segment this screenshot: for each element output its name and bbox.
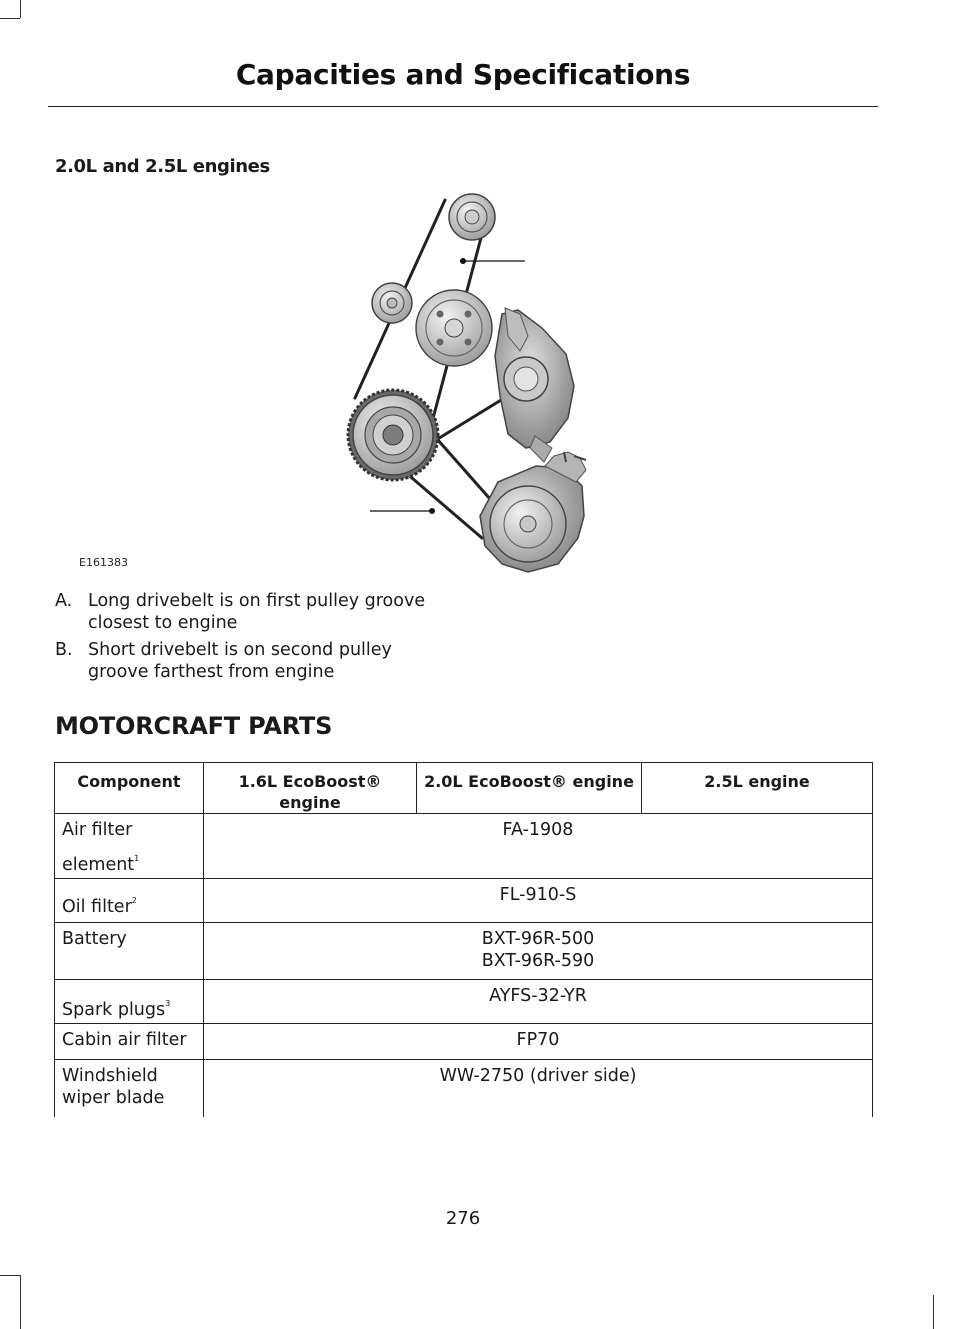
column-header-2-0l: 2.0L EcoBoost® engine <box>417 763 642 814</box>
drivebelt-diagram <box>330 186 610 578</box>
crop-mark <box>933 1295 934 1329</box>
motorcraft-parts-table <box>54 762 873 1117</box>
footnote-marker: 2 <box>131 896 137 905</box>
figure-notes <box>55 590 475 688</box>
crop-mark <box>20 1275 21 1329</box>
part-number: BXT-96R-590 <box>481 951 595 971</box>
header-line: 1.6L EcoBoost® <box>238 772 382 791</box>
crop-mark <box>20 0 21 18</box>
note-text <box>88 590 475 634</box>
footnote-marker: 3 <box>165 999 171 1008</box>
engine-section-heading: 2.0L and 2.5L engines <box>55 156 270 177</box>
table-row <box>55 1024 873 1060</box>
note-text <box>88 639 475 683</box>
component-name: Windshield <box>62 1066 158 1086</box>
component-cell <box>55 1060 204 1117</box>
alternator <box>495 308 574 462</box>
component-name: wiper blade <box>62 1088 165 1108</box>
component-cell <box>55 980 204 1024</box>
footnote-marker: 1 <box>134 854 140 863</box>
tensioner-pulley <box>372 283 412 323</box>
table-row <box>55 923 873 980</box>
part-number-cell <box>204 923 873 980</box>
component-name: Air filter <box>62 820 133 840</box>
part-number-cell: FP70 <box>204 1024 873 1060</box>
header-line: engine <box>279 793 341 812</box>
component-label <box>62 993 170 1021</box>
table-row <box>55 1060 873 1117</box>
crop-mark <box>0 18 20 19</box>
note-b <box>55 639 475 683</box>
table-row <box>55 814 873 879</box>
component-name: Battery <box>62 929 127 949</box>
component-name: element <box>62 855 135 875</box>
note-letter: B. <box>55 640 73 660</box>
crankshaft-pulley <box>348 390 438 480</box>
component-name: Oil filter <box>62 897 132 917</box>
note-line: closest to engine <box>88 613 238 633</box>
ac-compressor <box>480 452 586 572</box>
note-line: Short drivebelt is on second pulley <box>88 640 392 660</box>
component-cell <box>55 879 204 923</box>
column-header-2-5l: 2.5L engine <box>642 763 873 814</box>
part-number-cell: FA-1908 <box>204 814 873 879</box>
title-divider <box>48 106 878 107</box>
table-row <box>55 879 873 923</box>
note-letter: A. <box>55 591 73 611</box>
column-header-1-6l <box>204 763 417 814</box>
table-row <box>55 980 873 1024</box>
component-cell: Cabin air filter <box>55 1024 204 1060</box>
component-cell <box>55 923 204 980</box>
part-number-cell: FL-910-S <box>204 879 873 923</box>
parts-section-heading: MOTORCRAFT PARTS <box>55 712 333 740</box>
component-name: Spark plugs <box>62 1000 166 1020</box>
column-header-component: Component <box>55 763 204 814</box>
page-title: Capacities and Specifications <box>235 58 691 91</box>
component-name-line2 <box>62 848 139 876</box>
part-number-cell: WW-2750 (driver side) <box>204 1060 873 1117</box>
callout-a <box>460 258 525 264</box>
callout-b <box>370 508 435 514</box>
component-label <box>62 890 137 918</box>
component-cell <box>55 814 204 879</box>
figure-id: E161383 <box>79 556 128 569</box>
page-number: 276 <box>445 1208 481 1229</box>
part-number-cell: AYFS-32-YR <box>204 980 873 1024</box>
part-number: BXT-96R-500 <box>481 929 595 949</box>
water-pump-pulley <box>416 290 492 366</box>
note-a <box>55 590 475 634</box>
table-header-row <box>55 763 873 814</box>
idler-pulley-top <box>449 194 495 240</box>
note-line: Long drivebelt is on first pulley groove <box>88 591 426 611</box>
crop-mark <box>0 1275 20 1276</box>
note-line: groove farthest from engine <box>88 662 335 682</box>
